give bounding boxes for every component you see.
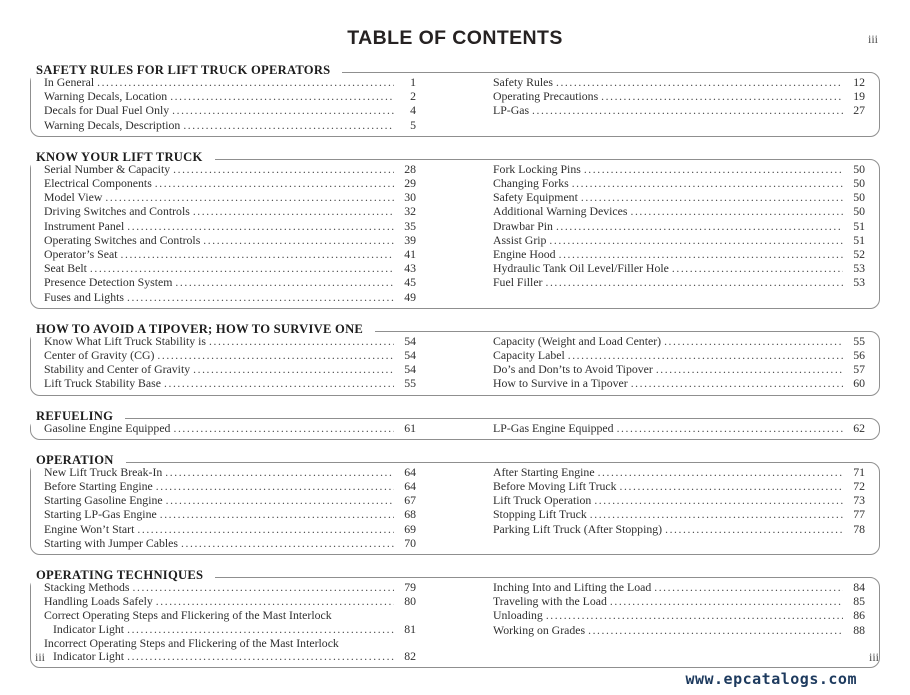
toc-entry-page: 55 bbox=[404, 376, 416, 391]
toc-column-left bbox=[39, 581, 416, 664]
toc-entry-leader bbox=[549, 234, 843, 248]
toc-entry-label: Stability and Center of Gravity bbox=[44, 362, 191, 377]
toc-entry-label: Center of Gravity (CG) bbox=[44, 348, 155, 363]
toc-entry bbox=[39, 119, 416, 133]
toc-entry bbox=[488, 466, 865, 480]
toc-entry bbox=[39, 422, 416, 436]
toc-entry-page: 50 bbox=[853, 176, 865, 191]
toc-entry-label: Changing Forks bbox=[493, 176, 569, 191]
toc-section bbox=[30, 149, 880, 309]
page-number-top-right: iii bbox=[867, 32, 878, 46]
section-columns bbox=[39, 466, 865, 551]
toc-entry-leader bbox=[156, 595, 394, 609]
section-heading: OPERATING TECHNIQUES bbox=[31, 569, 215, 588]
toc-entry-label: LP-Gas bbox=[493, 103, 530, 118]
toc-entry-page: 81 bbox=[404, 621, 416, 636]
toc-entry-label: Model View bbox=[44, 190, 103, 205]
toc-column-right bbox=[488, 581, 865, 664]
toc-entry-label: Instrument Panel bbox=[44, 218, 125, 233]
toc-entry-leader bbox=[546, 609, 843, 623]
toc-entry-label: Drawbar Pin bbox=[493, 218, 553, 233]
toc-entry-label: Working on Grades bbox=[493, 622, 586, 637]
toc-entry-leader bbox=[173, 163, 394, 177]
toc-entry-label: Presence Detection System bbox=[44, 275, 173, 290]
toc-entry-leader bbox=[173, 422, 394, 436]
toc-entry bbox=[39, 262, 416, 276]
toc-entry-leader bbox=[556, 76, 843, 90]
toc-entry-page: 2 bbox=[410, 89, 416, 104]
page-number-bottom-left: iii bbox=[35, 650, 46, 664]
toc-entry-label: Unloading bbox=[493, 608, 543, 623]
toc-entry-page: 54 bbox=[404, 348, 416, 363]
toc-entry-page: 64 bbox=[404, 464, 416, 479]
toc-entry bbox=[488, 248, 865, 262]
toc-entry-label: Operating Precautions bbox=[493, 89, 599, 104]
toc-entry-page: 50 bbox=[853, 204, 865, 219]
toc-entry-leader bbox=[127, 623, 394, 637]
toc-entry bbox=[488, 581, 865, 595]
toc-entry-page: 51 bbox=[853, 218, 865, 233]
toc-entry bbox=[488, 624, 865, 638]
toc-entry-page: 86 bbox=[853, 608, 865, 623]
section-columns bbox=[39, 76, 865, 133]
toc-entry bbox=[488, 262, 865, 276]
toc-entry bbox=[39, 248, 416, 262]
toc-entry-label: Warning Decals, Description bbox=[44, 117, 181, 132]
toc-entry-page: 62 bbox=[853, 420, 865, 435]
toc-entry bbox=[488, 349, 865, 363]
toc-entry bbox=[39, 276, 416, 290]
toc-entry-leader bbox=[620, 480, 843, 494]
toc-entry-leader bbox=[156, 480, 394, 494]
toc-entry-continuation bbox=[39, 650, 416, 664]
toc-entry-leader bbox=[165, 466, 394, 480]
toc-entry-label: Warning Decals, Location bbox=[44, 89, 168, 104]
toc-entry-leader bbox=[610, 595, 843, 609]
toc-column-left bbox=[39, 163, 416, 305]
toc-section bbox=[30, 452, 880, 555]
toc-entry-leader bbox=[97, 76, 394, 90]
toc-entry-page: 54 bbox=[404, 362, 416, 377]
toc-entry-page: 50 bbox=[853, 161, 865, 176]
section-heading: HOW TO AVOID A TIPOVER; HOW TO SURVIVE ONE bbox=[31, 323, 375, 342]
toc-entry-page: 19 bbox=[853, 89, 865, 104]
toc-entry-leader bbox=[181, 537, 394, 551]
sections bbox=[30, 63, 880, 668]
toc-entry-leader bbox=[137, 523, 394, 537]
toc-entry-page: 1 bbox=[410, 75, 416, 89]
toc-entry bbox=[39, 177, 416, 191]
section-heading: OPERATION bbox=[31, 454, 126, 473]
toc-entry-leader bbox=[559, 248, 843, 262]
toc-entry bbox=[39, 466, 416, 480]
toc-entry-leader bbox=[183, 119, 394, 133]
toc-entry-page: 30 bbox=[404, 190, 416, 205]
toc-entry-leader bbox=[588, 624, 843, 638]
toc-entry-leader bbox=[568, 349, 843, 363]
toc-entry-label: LP-Gas Engine Equipped bbox=[493, 420, 614, 435]
toc-entry bbox=[488, 377, 865, 391]
toc-entry-leader bbox=[665, 523, 843, 537]
toc-entry-leader bbox=[581, 191, 843, 205]
toc-column-right bbox=[488, 163, 865, 305]
toc-entry-page: 70 bbox=[404, 535, 416, 550]
toc-entry-page: 77 bbox=[853, 507, 865, 522]
watermark-url: www.epcatalogs.com bbox=[685, 670, 857, 688]
toc-entry-label: Capacity (Weight and Load Center) bbox=[493, 333, 662, 348]
toc-entry-label: Parking Lift Truck (After Stopping) bbox=[493, 521, 663, 536]
toc-entry-label: How to Survive in a Tipover bbox=[493, 376, 628, 391]
toc-entry-label: Decals for Dual Fuel Only bbox=[44, 103, 170, 118]
toc-entry-page: 60 bbox=[853, 376, 865, 391]
toc-entry bbox=[488, 595, 865, 609]
toc-entry-page: 5 bbox=[410, 117, 416, 132]
toc-entry-leader bbox=[157, 349, 394, 363]
toc-entry-leader bbox=[127, 291, 394, 305]
toc-entry-page: 28 bbox=[404, 161, 416, 176]
section-columns bbox=[39, 422, 865, 436]
toc-entry-page: 55 bbox=[853, 333, 865, 348]
toc-entry-label: After Starting Engine bbox=[493, 464, 595, 479]
toc-entry bbox=[39, 220, 416, 234]
toc-section bbox=[30, 63, 880, 137]
toc-entry-page: 67 bbox=[404, 493, 416, 508]
toc-entry-page: 73 bbox=[853, 493, 865, 508]
toc-entry bbox=[488, 90, 865, 104]
toc-entry-label: Gasoline Engine Equipped bbox=[44, 420, 171, 435]
toc-entry bbox=[488, 76, 865, 90]
toc-entry bbox=[488, 220, 865, 234]
toc-entry bbox=[39, 377, 416, 391]
toc-entry-leader bbox=[127, 220, 394, 234]
toc-entry-label: Electrical Components bbox=[44, 176, 152, 191]
toc-entry bbox=[488, 523, 865, 537]
toc-entry-label: Lift Truck Stability Base bbox=[44, 376, 161, 391]
toc-entry bbox=[39, 191, 416, 205]
toc-entry-label: Seat Belt bbox=[44, 261, 87, 276]
toc-entry-page: 82 bbox=[404, 649, 416, 664]
toc-column-right bbox=[488, 76, 865, 133]
toc-entry-page: 27 bbox=[853, 103, 865, 118]
toc-entry-page: 80 bbox=[404, 594, 416, 609]
toc-entry-label: Fuel Filler bbox=[493, 275, 543, 290]
toc-entry-label: Driving Switches and Controls bbox=[44, 204, 190, 219]
section-columns bbox=[39, 335, 865, 392]
toc-entry bbox=[488, 508, 865, 522]
toc-entry-label: Safety Equipment bbox=[493, 190, 578, 205]
toc-entry-continuation bbox=[39, 623, 416, 637]
toc-entry bbox=[488, 234, 865, 248]
toc-column-left bbox=[39, 466, 416, 551]
toc-entry-leader bbox=[164, 377, 394, 391]
toc-entry-leader bbox=[133, 581, 394, 595]
toc-entry bbox=[39, 234, 416, 248]
toc-entry-leader bbox=[166, 494, 394, 508]
toc-entry-page: 53 bbox=[853, 275, 865, 290]
toc-section bbox=[30, 408, 880, 440]
toc-entry-page: 49 bbox=[404, 289, 416, 304]
toc-entry-page: 54 bbox=[404, 333, 416, 348]
toc-entry-leader bbox=[590, 508, 843, 522]
toc-entry bbox=[488, 480, 865, 494]
toc-entry-label: Safety Rules bbox=[493, 75, 553, 89]
toc-entry-leader bbox=[545, 276, 843, 290]
toc-entry bbox=[39, 205, 416, 219]
toc-entry-label: Starting Gasoline Engine bbox=[44, 493, 163, 508]
toc-entry-label: Capacity Label bbox=[493, 348, 565, 363]
toc-entry bbox=[39, 104, 416, 118]
toc-entry-leader bbox=[631, 377, 843, 391]
toc-entry-page: 35 bbox=[404, 218, 416, 233]
toc-column-right bbox=[488, 422, 865, 436]
toc-entry-leader bbox=[90, 262, 394, 276]
toc-entry-leader bbox=[127, 650, 394, 664]
toc-entry-page: 71 bbox=[853, 464, 865, 479]
toc-entry-leader bbox=[193, 205, 394, 219]
toc-entry-page: 51 bbox=[853, 232, 865, 247]
section-heading: SAFETY RULES FOR LIFT TRUCK OPERATORS bbox=[31, 64, 342, 83]
toc-column-left bbox=[39, 335, 416, 392]
toc-entry-page: 56 bbox=[853, 348, 865, 363]
toc-entry-label: Incorrect Operating Steps and Flickering of the Mast Interlock bbox=[44, 635, 339, 650]
toc-entry-label: Before Moving Lift Truck bbox=[493, 479, 617, 494]
toc-entry-leader bbox=[172, 104, 394, 118]
toc-entry bbox=[39, 508, 416, 522]
toc-entry-label: In General bbox=[44, 75, 95, 89]
toc-entry bbox=[488, 335, 865, 349]
toc-entry-label: Stacking Methods bbox=[44, 580, 130, 595]
toc-entry-page: 12 bbox=[853, 75, 865, 89]
toc-entry-page: 41 bbox=[404, 247, 416, 262]
toc-entry-leader bbox=[193, 363, 394, 377]
toc-entry-page: 57 bbox=[853, 362, 865, 377]
toc-entry bbox=[39, 537, 416, 551]
section-heading: KNOW YOUR LIFT TRUCK bbox=[31, 151, 215, 170]
toc-entry-page: 84 bbox=[853, 580, 865, 595]
toc-entry-leader bbox=[617, 422, 843, 436]
toc-entry-leader bbox=[664, 335, 843, 349]
toc-entry-label: Fuses and Lights bbox=[44, 289, 124, 304]
toc-entry-label: Fork Locking Pins bbox=[493, 161, 581, 176]
section-heading: REFUELING bbox=[31, 410, 125, 429]
toc-entry-leader bbox=[584, 163, 843, 177]
toc-entry-label: Correct Operating Steps and Flickering of the Mast Interlock bbox=[44, 608, 332, 623]
toc-entry-leader bbox=[175, 276, 394, 290]
toc-entry bbox=[39, 363, 416, 377]
toc-entry-page: 45 bbox=[404, 275, 416, 290]
toc-entry bbox=[488, 422, 865, 436]
toc-entry-leader bbox=[672, 262, 843, 276]
toc-entry-label: Operating Switches and Controls bbox=[44, 232, 201, 247]
toc-entry-page: 85 bbox=[853, 594, 865, 609]
toc-entry-page: 39 bbox=[404, 232, 416, 247]
toc-entry bbox=[39, 335, 416, 349]
toc-entry-leader bbox=[532, 104, 843, 118]
toc-entry-page: 88 bbox=[853, 622, 865, 637]
section-columns bbox=[39, 163, 865, 305]
toc-entry bbox=[488, 163, 865, 177]
toc-entry bbox=[488, 494, 865, 508]
toc-entry bbox=[39, 595, 416, 609]
toc-entry bbox=[39, 291, 416, 305]
toc-column-right bbox=[488, 466, 865, 551]
section-columns bbox=[39, 581, 865, 664]
toc-entry-page: 72 bbox=[853, 479, 865, 494]
toc-entry-label: Starting LP-Gas Engine bbox=[44, 507, 157, 522]
toc-section bbox=[30, 321, 880, 396]
toc-entry-leader bbox=[601, 90, 843, 104]
toc-entry bbox=[488, 609, 865, 623]
toc-entry-leader bbox=[170, 90, 394, 104]
toc-entry-label: Do’s and Don’ts to Avoid Tipover bbox=[493, 362, 653, 377]
toc-entry-leader bbox=[121, 248, 395, 262]
page-number-bottom-right: iii bbox=[868, 650, 879, 664]
toc-entry bbox=[39, 480, 416, 494]
toc-entry-leader bbox=[160, 508, 394, 522]
toc-entry-leader bbox=[209, 335, 394, 349]
toc-entry bbox=[39, 523, 416, 537]
toc-entry-label: Know What Lift Truck Stability is bbox=[44, 333, 206, 348]
toc-entry-page: 53 bbox=[853, 261, 865, 276]
toc-entry-page: 43 bbox=[404, 261, 416, 276]
toc-column-right bbox=[488, 335, 865, 392]
toc-entry bbox=[488, 191, 865, 205]
toc-entry bbox=[488, 363, 865, 377]
toc-entry-leader bbox=[155, 177, 394, 191]
toc-entry-label: Engine Won’t Start bbox=[44, 521, 135, 536]
page-title: TABLE OF CONTENTS bbox=[347, 27, 563, 49]
toc-entry-label: New Lift Truck Break-In bbox=[44, 464, 163, 479]
toc-column-left bbox=[39, 422, 416, 436]
toc-entry-label: Inching Into and Lifting the Load bbox=[493, 580, 652, 595]
toc-entry-page: 4 bbox=[410, 103, 416, 118]
toc-entry-label: Starting with Jumper Cables bbox=[44, 535, 179, 550]
toc-entry-page: 68 bbox=[404, 507, 416, 522]
toc-entry-page: 29 bbox=[404, 176, 416, 191]
toc-entry-page: 78 bbox=[853, 521, 865, 536]
toc-entry-label: Assist Grip bbox=[493, 232, 547, 247]
toc-entry-leader bbox=[105, 191, 394, 205]
toc-entry-label: Additional Warning Devices bbox=[493, 204, 628, 219]
toc-entry-label: Before Starting Engine bbox=[44, 479, 153, 494]
toc-entry-leader bbox=[630, 205, 843, 219]
toc-entry-label: Indicator Light bbox=[53, 649, 125, 664]
toc-entry bbox=[488, 177, 865, 191]
toc-entry bbox=[39, 76, 416, 90]
toc-entry-page: 79 bbox=[404, 580, 416, 595]
toc-entry-label: Engine Hood bbox=[493, 247, 556, 262]
toc-entry-label: Handling Loads Safely bbox=[44, 594, 153, 609]
toc-entry bbox=[39, 349, 416, 363]
toc-entry-page: 64 bbox=[404, 479, 416, 494]
toc-entry bbox=[488, 276, 865, 290]
toc-entry-page: 61 bbox=[404, 420, 416, 435]
toc-entry-page: 32 bbox=[404, 204, 416, 219]
toc-entry bbox=[39, 494, 416, 508]
toc-entry-label: Lift Truck Operation bbox=[493, 493, 592, 508]
toc-section bbox=[30, 568, 880, 668]
toc-entry bbox=[39, 90, 416, 104]
toc-entry-label: Hydraulic Tank Oil Level/Filler Hole bbox=[493, 261, 669, 276]
toc-entry bbox=[39, 609, 416, 622]
toc-entry bbox=[39, 581, 416, 595]
toc-entry-leader bbox=[556, 220, 843, 234]
toc-entry-leader bbox=[598, 466, 843, 480]
toc-entry-leader bbox=[203, 234, 394, 248]
toc-entry-page: 50 bbox=[853, 190, 865, 205]
toc-entry-label: Operator’s Seat bbox=[44, 247, 118, 262]
toc-entry-label: Serial Number & Capacity bbox=[44, 161, 171, 176]
toc-entry-leader bbox=[656, 363, 843, 377]
toc-entry-leader bbox=[654, 581, 843, 595]
page-header bbox=[30, 26, 880, 50]
toc-entry bbox=[488, 104, 865, 118]
toc-entry-label: Stopping Lift Truck bbox=[493, 507, 587, 522]
toc-entry bbox=[488, 205, 865, 219]
toc-entry-page: 52 bbox=[853, 247, 865, 262]
toc-entry bbox=[39, 163, 416, 177]
toc-entry-label: Indicator Light bbox=[53, 621, 125, 636]
toc-entry-label: Traveling with the Load bbox=[493, 594, 607, 609]
toc-column-left bbox=[39, 76, 416, 133]
toc-entry-leader bbox=[594, 494, 843, 508]
toc-entry-leader bbox=[572, 177, 843, 191]
toc-entry-page: 69 bbox=[404, 521, 416, 536]
